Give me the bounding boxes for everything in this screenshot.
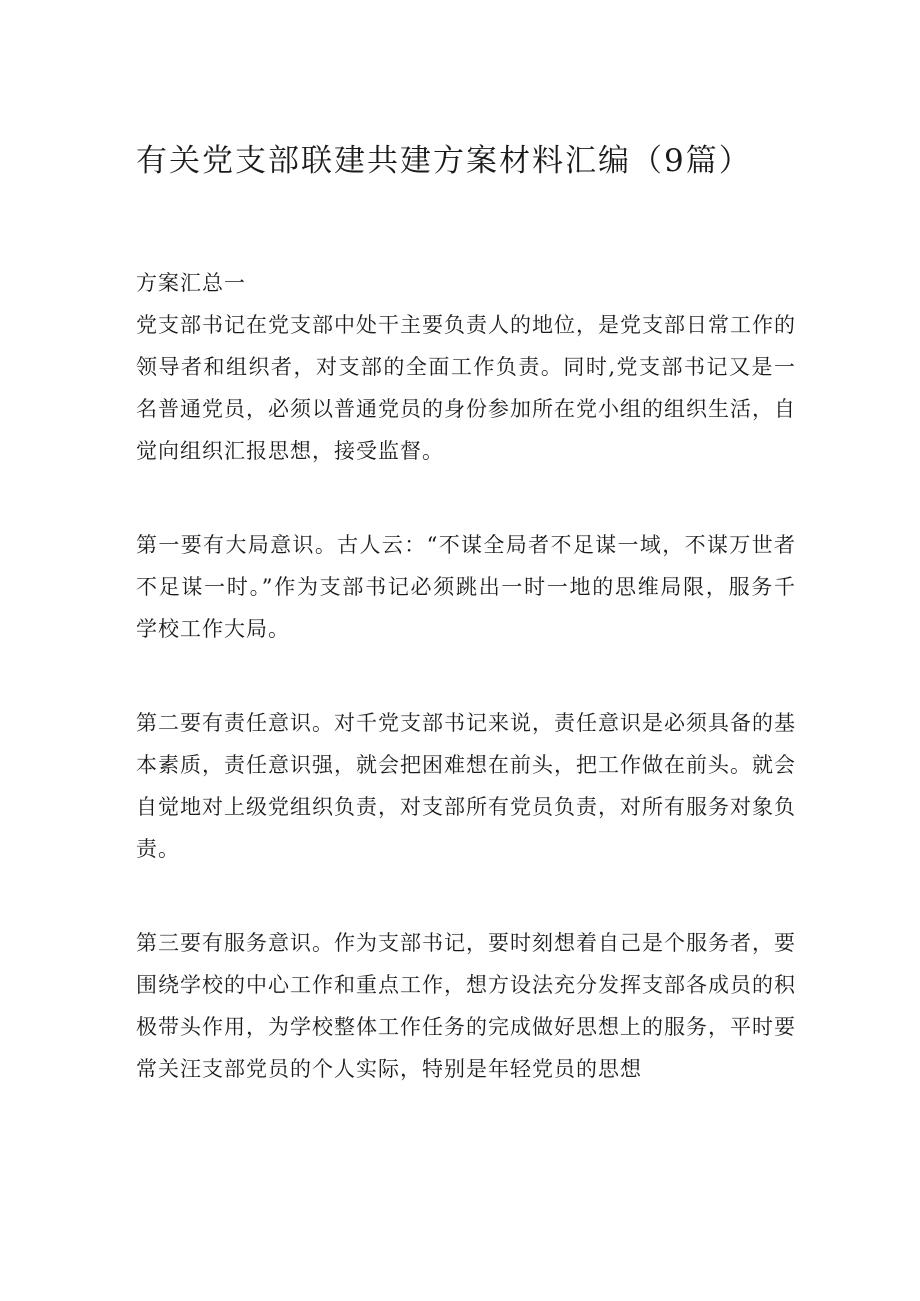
document-title: 有关党支部联建共建方案材料汇编（9篇） [136,143,752,179]
paragraph-overall-awareness: 第一要有大局意识。古人云：“不谋全局者不足谋一域，不谋万世者不足谋一时。”作为支部书记必须跳出一时一地的思维局限，服务千学校工作大局。 [136,533,796,641]
document-body [136,262,796,1090]
paragraph-intro: 党支部书记在党支部中处干主要负责人的地位，是党支部日常工作的领导者和组织者，对支部的全面工作负责。同时,党支部书记又是一名普通党员，必须以普通党员的身份参加所在党小组的组织生活，自觉向组织汇报思想，接受监督。 [136,313,796,463]
paragraph-service-awareness: 第三要有服务意识。作为支部书记，要时刻想着自己是个服务者，要围绕学校的中心工作和重点工作，想方设法充分发挥支部各成员的积极带头作用，为学校整体工作任务的完成做好思想上的服务，平时要常关汪支部党员的个人实际，特别是年轻党员的思想 [136,931,796,1081]
section-heading: 方案汇总一 [136,271,246,295]
paragraph-responsibility-awareness: 第二要有责任意识。对千党支部书记来说，责任意识是必须具备的基本素质，责任意识强，就会把困难想在前头，把工作做在前头。就会自觉地对上级党组织负责，对支部所有党员负责，对所有服务对象负责。 [136,711,796,861]
